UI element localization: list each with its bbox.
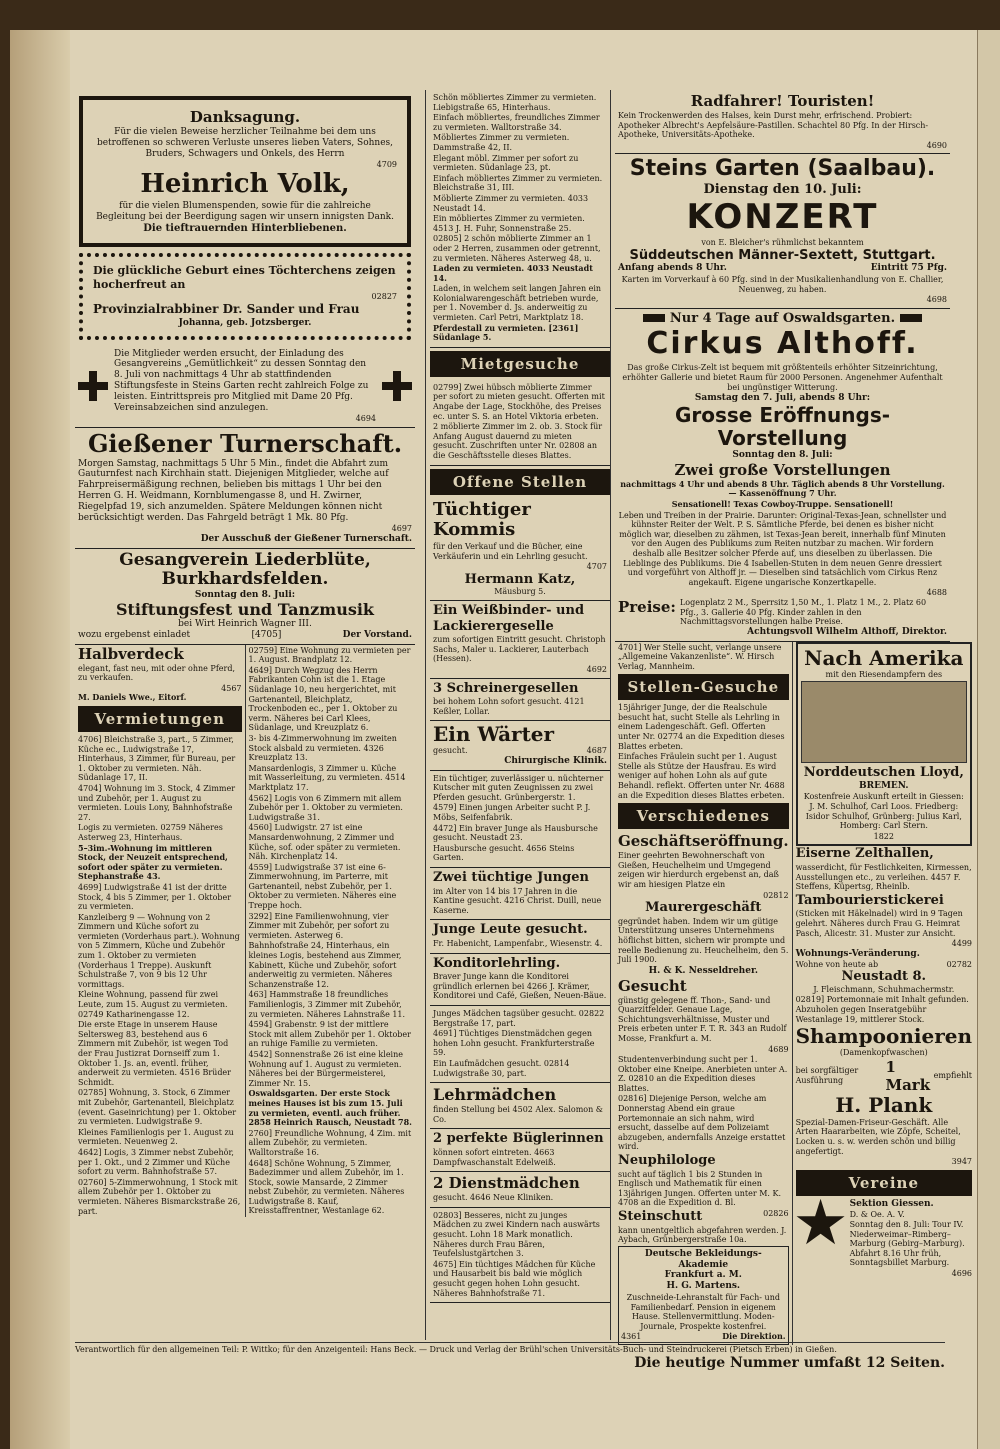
schutt-title: Steinschutt — [618, 1209, 703, 1225]
iron-cross-icon — [382, 371, 412, 401]
dank-title: Danksagung. — [189, 108, 301, 126]
verm-left-col — [75, 645, 245, 1217]
shamp-text: bei sorgfältiger Ausführung — [795, 1066, 859, 1085]
list-item: Ein möbliertes Zimmer zu vermieten. 4513 J. H. Fuhr, Sonnenstraße 25. — [433, 214, 585, 233]
dank-ad — [79, 96, 411, 247]
bueg-text: können sofort eintreten. 4663 Dampfwaschanstalt Edelweiß. — [433, 1148, 556, 1167]
col3-lower-right — [792, 642, 975, 1345]
book-spine — [10, 30, 70, 1449]
imprint — [75, 1342, 945, 1371]
list-item: 2760] Freundliche Wohnung, 4 Zim. mit allem Zubehör, zu vermieten. Walltorstraße 16. — [248, 1128, 412, 1157]
weiss-ad — [430, 601, 610, 679]
list-item: 02760] 5-Zimmerwohnung, 1 Stock mit allem Zubehör per 1. Oktober zu vermieten. Näheres Bismarckstraße 26, part. — [78, 1177, 241, 1216]
kond-title: Konditorlehrling. — [433, 955, 561, 971]
shamp-rec: empfiehlt — [933, 1070, 973, 1080]
list-item: 4562] Logis von 6 Zimmern mit allem Zubehör per 1. Oktober zu vermieten. Ludwigstraße 31. — [248, 793, 403, 822]
schrein-ad — [430, 679, 610, 722]
eroeff-num: 02812 — [763, 890, 789, 900]
waerter-ad — [430, 721, 610, 770]
list-item: 4699] Ludwigstraße 41 ist der dritte Stock, 4 bis 5 Zimmer, per 1. Oktober zu vermieten. — [78, 882, 232, 912]
lloyd-2: mit den Riesendampfern des — [825, 669, 943, 679]
gesucht-num: 4689 — [768, 1044, 789, 1054]
schutt-num: 02826 — [763, 1209, 789, 1219]
shamp-name: H. Plank — [835, 1092, 933, 1117]
cirkus-ad — [615, 309, 950, 642]
geburt-line3: Johanna, geb. Jotzsberger. — [178, 317, 312, 328]
column-2 — [425, 90, 610, 1340]
misc-stellen-list — [430, 771, 610, 868]
stein-num: 4698 — [926, 295, 947, 305]
iron-cross-icon — [78, 371, 108, 401]
list-item: Kleine Wohnung, passend für zwei Leute, zum 15. August zu vermieten. 02749 Katharinengasse 12. — [78, 990, 228, 1019]
pointing-hand-icon — [900, 314, 922, 322]
list-item: 2 möblierte Zimmer im 2. ob. 3. Stock für Anfang August dauernd zu mieten gesucht. Zuschriften unter Nr. 02808 an die Geschäftsstelle dieses Blattes. — [433, 422, 603, 460]
cirk-text: Das große Cirkus-Zelt ist bequem mit größtenteils erhöhter Sitzeinrichtung, erhöhter Gallerie und bietet Raum für 2000 Personen. Angenehmer Aufenthalt bei ungünstiger Witterung. — [622, 363, 943, 392]
imprint-text: Verantwortlich für den allgemeinen Teil: P. Wittko; für den Anzeigenteil: Hans Beck. — Druck und Verlag der Brühl'schen Universitäts-Buch- und Steindruckerei (Pietsch Erben) in Gießen. — [75, 1345, 837, 1354]
bekl-title: Deutsche Bekleidungs-Akademie — [644, 1248, 762, 1270]
list-item: Die erste Etage in unserem Hause Seltersweg 83, bestehend aus 6 Zimmern mit Zubehör, ist wegen Tod der Frau Justizrat Dornseiff zum 1. Oktober 1. Js. an, eventl. früher, anderweit zu vermieten. 4516 Brüder Schmidt. — [78, 1020, 231, 1087]
edelweiss-icon — [796, 1199, 846, 1249]
lloyd-3: Norddeutschen Lloyd, — [803, 765, 964, 781]
bekl-sign: Die Direktion. — [722, 1331, 786, 1342]
dav-text: Sonntag den 8. Juli: Tour IV. Niederweimar–Rimberg–Marburg (Gebirg–Marburg). Abfahrt 8.16 Uhr früh, Sonntagsbillet Marburg. — [849, 1220, 965, 1268]
list-item: 4691] Tüchtiges Dienstmädchen gegen hohen Lohn gesucht. Frankfurterstraße 59. — [433, 1029, 595, 1058]
cirk-preise-label: Preise: — [618, 597, 676, 616]
kommis-text: für den Verkauf und die Bücher, eine Verkäuferin und ein Lehrling gesucht. — [433, 541, 588, 561]
schutt-text: kann unentgeltlich abgefahren werden. J. Aybach, Grünbergerstraße 10a. — [618, 1225, 787, 1245]
jungen-ad — [430, 868, 610, 920]
list-item: Schön möbliertes Zimmer zu vermieten. Liebigstraße 65, Hinterhaus. — [433, 93, 597, 112]
list-item: Hausbursche gesucht. 4656 Steins Garten. — [433, 843, 575, 863]
eroeff-business: Maurergeschäft — [645, 900, 762, 916]
tamb-text: (Sticken mit Häkelnadel) wird in 9 Tagen gelehrt. Näheres durch Frau G. Heimrat Pasch, Alicestr. 31. Muster zur Ansicht. — [795, 909, 963, 938]
jungen-text: im Alter von 14 bis 17 Jahren in die Kantine gesucht. 4216 Christ. Duill, neue Kaserne. — [433, 886, 602, 915]
list-item: 4579] Einen jungen Arbeiter sucht P. J. Möbs, Seifenfabrik. — [433, 803, 591, 823]
gesang-ad — [75, 549, 415, 645]
list-item: 02805] 2 schön möblierte Zimmer an 1 oder 2 Herren, zusammen oder getrennt, zu vermieten. Näheres Asterweg 48, u. — [433, 234, 601, 263]
lehr-text: finden Stellung bei 4502 Alex. Salomon & Co. — [433, 1105, 603, 1124]
junge-title: Junge Leute gesucht. — [433, 922, 588, 938]
list-item: Einfach möbliertes, freundliches Zimmer zu vermieten. Walltorstraße 34. — [433, 113, 600, 132]
maedchen-list — [430, 1006, 610, 1083]
stein-karten: Karten im Vorverkauf à 60 Pfg. sind in der Musikalienhandlung von E. Challier, Neuenweg, zu haben. — [621, 275, 944, 294]
halb-sign: M. Daniels Wwe., Eitorf. — [78, 692, 187, 703]
gesucht-title: Gesucht — [618, 976, 687, 995]
zimmer-list — [430, 90, 610, 348]
junge-text: Fr. Habenicht, Lampenfabr., Wiesenstr. 4. — [433, 938, 603, 948]
neu-text: sucht auf täglich 1 bis 2 Stunden in Englisch und Mathematik für einen 13jährigen Jungen. Offerten unter M. K. 4708 an die Expedition d. Bl. — [618, 1169, 781, 1208]
dienst-ad — [430, 1172, 610, 1208]
cirk-num: 4688 — [926, 588, 947, 598]
lloyd-5: Kostenfreie Auskunft erteilt in Giessen: J. M. Schulhof, Carl Loos. Friedberg: Isidor Schulhof, Grünberg: Julius Karl, Homberg: Carl Stern. — [803, 792, 964, 831]
stein-group: Süddeutschen Männer-Sextett, Stuttgart. — [629, 247, 936, 263]
verm-left-list — [78, 735, 242, 1216]
gesang-date: Sonntag den 8. Juli: — [194, 589, 296, 600]
col3-lower — [615, 642, 973, 1345]
dank-num: 4709 — [376, 160, 397, 170]
turn-num: 4697 — [391, 524, 412, 534]
wohn-num: 02782 — [946, 959, 973, 969]
halb-title: Halbverdeck — [78, 644, 184, 663]
list-item: Laden zu vermieten. 4033 Neustadt 14. — [433, 263, 593, 283]
list-item: Elegant möbl. Zimmer per sofort zu vermieten. Südanlage 23, pt. — [433, 153, 579, 173]
kond-ad — [430, 954, 610, 1006]
zelt-title: Eiserne Zelthallen, — [795, 846, 934, 862]
turn-sign: Der Ausschuß der Gießener Turnerschaft. — [200, 533, 412, 544]
bueg-ad — [430, 1129, 610, 1172]
verm-section — [75, 645, 415, 1217]
stein-price: Eintritt 75 Pfg. — [870, 263, 947, 274]
gesang-sub: Stiftungsfest und Tanzmusik — [115, 599, 374, 619]
kommis-num: 4707 — [586, 562, 607, 572]
list-item: Einfach möbliertes Zimmer zu vermieten. Bleichstraße 31, III. — [433, 173, 603, 193]
list-item: Pferdestall zu vermieten. [2361] Südanlage 5. — [433, 322, 579, 343]
newspaper-page — [10, 30, 1000, 1449]
eroeff-text: Einer geehrten Bewohnerschaft von Gießen, Heuchelheim und Umgegend zeigen wir hierdurch ergebenst an, daß wir am hiesigen Platze ein — [618, 851, 779, 889]
list-item: Laden, in welchem seit langen Jahren ein Kolonialwarengeschäft betrieben wurde, per 1. November d. Js. anderweitig zu vermieten. Carl Petri, Marktplatz 18. — [433, 284, 602, 323]
cirk-sat: Samstag den 7. Juli, abends 8 Uhr: — [694, 393, 871, 404]
list-item: Oswaldsgarten. Der erste Stock meines Hauses ist bis zum 15. Juli zu vermieten, eventl. auch früher. 2858 Heinrich Rausch, Neustadt 78. — [248, 1088, 412, 1128]
rad-title: Radfahrer! Touristen! — [690, 92, 875, 110]
geburt-ad — [79, 253, 411, 339]
verein-ad — [75, 346, 415, 428]
halb-text: elegant, fast neu, mit oder ohne Pferd, zu verkaufen. — [78, 663, 235, 683]
list-item: 4642] Logis, 3 Zimmer nebst Zubehör, per 1. Okt., und 2 Zimmer und Küche sofort zu verm. Bahnhofstraße 57. — [78, 1147, 234, 1177]
lehr-ad — [430, 1083, 610, 1129]
lloyd-ad — [796, 642, 972, 847]
weiss-num: 4692 — [586, 664, 607, 674]
list-item: Ein tüchtiger, zuverlässiger u. nüchterner Kutscher mit guten Zeugnissen zu zwei Pferden gesucht. Grünbergerstr. 1. — [433, 773, 604, 802]
list-item: Junges Mädchen tagsüber gesucht. 02822 Bergstraße 17, part. — [433, 1008, 605, 1028]
eroeff-sign: H. & K. Nesseldreher. — [648, 965, 758, 976]
list-item: 4542] Sonnenstraße 26 ist eine kleine Wohnung auf 1. August zu vermieten. Näheres bei der Bürgermeisterei, Zimmer Nr. 15. — [248, 1049, 403, 1088]
waerter-sign: Chirurgische Klinik. — [504, 755, 607, 766]
list-item: 4649] Durch Wegzug des Herrn Fabrikanten Cohn ist die 1. Etage Südanlage 10, neu hergerichtet, mit Gartenanteil, Bleichplatz, Trockenboden ec., per 1. Oktober zu verm. Näheres bei Carl Klees, Südanlage, und Kreuzplatz 6. — [248, 665, 398, 733]
geburt-line1: Die glückliche Geburt eines Töchterchens zeigen hocherfreut an — [93, 264, 396, 291]
bekl-text: Zuschneide-Lehranstalt für Fach- und Familienbedarf. Pension in eigenem Hause. Stellenvermittlung. Moden-Journale, Prospekte kostenfrei. — [626, 1292, 780, 1331]
list-item: 02759] Eine Wohnung zu vermieten per 1. August. Brandplatz 12. — [248, 645, 411, 665]
list-item: 02799] Zwei hübsch möblierte Zimmer per sofort zu mieten gesucht. Offerten mit Angabe der Lage, Stockhöhe, des Preises ec. unter S. S. an Hotel Viktoria erbeten. — [433, 382, 605, 421]
stein-ad — [615, 154, 950, 308]
list-item: 15jähriger Junge, der die Realschule besucht hat, sucht Stelle als Lehrling in einem Ladengeschäft. Gefl. Offerten unter Nr. 02774 an die Expedition dieses Blattes erbeten. — [618, 703, 785, 751]
bekl-num: 4361 — [621, 1332, 642, 1342]
shamp-sub: (Damenkopfwaschen) — [839, 1048, 928, 1058]
weiss-title: Ein Weißbinder- und Lackierergeselle — [433, 602, 585, 634]
dav-sub: D. & Oe. A. V. — [849, 1209, 905, 1219]
end-list — [430, 1208, 610, 1303]
list-item: 02803] Besseres, nicht zu junges Mädchen zu zwei Kindern nach auswärts gesucht. Lohn 18 Mark monatlich. Näheres durch Frau Bären, Teufelslustgärtchen 3. — [433, 1210, 600, 1259]
kommis-title: Tüchtiger Kommis — [433, 498, 531, 541]
pointing-hand-icon — [643, 314, 665, 322]
tamb-title: Tambourierstickerei — [795, 892, 944, 908]
rad-ad — [615, 90, 950, 154]
list-item: 4648] Schöne Wohnung, 5 Zimmer, Badezimmer und allem Zubehör, im 1. Stock, sowie Mansarde, 2 Zimmer nebst Zubehör, zu vermieten. Näheres Ludwigstraße 8. Kauf, Kreisstaffrentner, Westanlage 62. — [248, 1158, 405, 1216]
wohn-text: Wohne von heute ab — [795, 959, 879, 969]
verm-title: Vermietungen — [78, 706, 242, 732]
wohn-sign: J. Fleischmann, Schuhmachermstr. — [813, 984, 955, 994]
schrein-text: bei hohem Lohn sofort gesucht. 4121 Keßler, Lollar. — [433, 697, 585, 716]
list-item: Bahnhofstraße 24, Hinterhaus, ein kleines Logis, bestehend aus Zimmer, Kabinett, Küche und Zubehör, sofort anderweitig zu vermieten. Näheres Schanzenstraße 12. — [248, 941, 402, 989]
tamb-num: 4499 — [951, 939, 973, 949]
bueg-title: 2 perfekte Büglerinnen — [433, 1131, 604, 1147]
rad-text: Kein Trockenwerden des Halses, kein Durst mehr, erfrischend. Probiert: Apotheker Albrecht's Aepfelsäure-Pastillen. Schachtel 80 Pfg. In der Hirsch-Apotheke, Universitäts-Apotheke. — [618, 111, 929, 140]
verein-num: 4694 — [355, 414, 376, 424]
list-item: Kleines Familienlogis per 1. August zu vermieten. Neuenweg 2. — [78, 1127, 234, 1147]
column-1 — [75, 90, 415, 1340]
stein-title: Steins Garten (Saalbau). — [629, 156, 936, 182]
junge-ad — [430, 920, 610, 953]
bekl-city: Frankfurt a. M. — [664, 1270, 742, 1281]
list-item: 3- bis 4-Zimmerwohnung im zweiten Stock alsbald zu vermieten. 4326 Kreuzplatz 13. — [248, 733, 397, 763]
cirk-grosse: Grosse Eröffnungs-Vorstellung — [674, 403, 891, 450]
rad-num: 4690 — [926, 140, 947, 150]
list-item: Möblierte Zimmer zu vermieten. 4033 Neustadt 14. — [433, 193, 589, 213]
kommis-sign: Hermann Katz, — [464, 571, 576, 587]
cirk-times: nachmittags 4 Uhr und abends 8 Uhr. Täglich abends 8 Uhr Vorstellung. — Kassenöffnung 7 Uhr. — [620, 478, 945, 499]
dienst-title: 2 Dienstmädchen — [433, 1174, 580, 1193]
stein-date: Dienstag den 10. Juli: — [703, 181, 862, 197]
lloyd-num: 1822 — [873, 831, 894, 841]
list-item: Einfaches Fräulein sucht per 1. August Stelle als Stütze der Hausfrau. Es wird weniger auf hohen Lohn als auf gute Behandl. reflekt. Offerten unter Nr. 4688 an die Expedition dieses Blattes erbeten. — [618, 752, 785, 800]
gesang-host: bei Wirt Heinrich Wagner III. — [178, 619, 312, 630]
lehr-title: Lehrmädchen — [433, 1085, 557, 1105]
list-item: Kanzleiberg 9 — Wohnung von 2 Zimmern und Küche sofort zu vermieten (Vorderhaus part.). Wohnung von 5 Zimmern, Küche und Zubehör zum 1. Oktober zu vermieten (Vorderhaus 1 Treppe). Auskunft Schulstraße 7, von 9 bis 12 Uhr vormittags. — [78, 912, 240, 989]
turn-text: Morgen Samstag, nachmittags 5 Uhr 5 Min., findet die Abfahrt zum Gauturnfest nach Kirchhain statt. Diejenigen Mitglieder, welche auf Fahrpreisermäßigung rechnen, belieben bis mittags 1 Uhr bei den Herren G. H. Weidmann, Kornblumengasse 8, und H. Zwirner, Riegelpfad 19, sich anzumelden. Spätere Meldungen können nicht berücksichtigt werden. Das Fahrgeld beträgt 1 Mk. 80 Pfg. — [78, 458, 389, 523]
kommis-ad — [430, 498, 610, 601]
stein-start: Anfang abends 8 Uhr. — [618, 263, 727, 274]
weiss-text: zum sofortigen Eintritt gesucht. Christoph Sachs, Maler u. Lackierer, Lauterbach (Hessen). — [433, 635, 606, 664]
cirk-sens: Sensationell! Texas Cowboy-Truppe. Sensationell! — [671, 498, 894, 509]
list-item: Logis zu vermieten. 02759 Näheres Asterweg 23, Hinterhaus. — [78, 823, 223, 842]
waerter-title: Ein Wärter — [433, 722, 555, 747]
turn-ad — [75, 428, 415, 549]
dank-text: Für die vielen Beweise herzlicher Teilnahme bei dem uns betroffenen so schweren Verluste unseres lieben Vaters, Sohnes, Bruders, Schwagers und Onkels, des Herrn — [96, 127, 394, 159]
cirk-preise: Logenplatz 2 M., Sperrsitz 1,50 M., 1. Platz 1 M., 2. Platz 60 Pfg., 3. Gallerie 40 Pfg. Kinder zahlen in den Nachmittagsvorstellungen halbe Preise. — [679, 597, 927, 627]
wohn-addr: Neustadt 8. — [841, 969, 927, 985]
zelt-text: wasserdicht, für Festlichkeiten, Kirmessen, Ausstellungen etc., zu verleihen. 4457 F. Steffens, Küpertsg, Rheinlb. — [795, 863, 972, 892]
stein-konzert: KONZERT — [686, 197, 879, 238]
shamp-text2: Spezial-Damen-Friseur-Geschäft. Alle Arten Haararbeiten, wie Zöpfe, Scheitel, Locken u. s. w. werden schön und billig angefertigt. — [795, 1117, 961, 1156]
vereine-title: Vereine — [796, 1170, 972, 1196]
miet-list — [430, 380, 610, 466]
cirk-detail: Leben und Treiben in der Prairie. Darunter: Original-Texas-Jean, schnellster und kühnster Reiter der Welt. P. S. Sämtliche Pferde, bei denen es bisher nicht möglich war, dieselben zu zähmen, ist Texas-Jean bereit, innerhalb fünf Minuten vor den Augen des Publikums zum Reiten nutzbar zu machen. Wir fordern deshalb alle Besitzer solcher Pferde auf, uns dieselben zu überlassen. Die Lieblinge des Publikums. Die 4 Isabellen-Stuten in dem neuen Genre dressiert und vorgeführt von Althoff jr. — Dieselben sind tatsächlich vom Cirkus Renz angekauft. Eigene ungarische Konzertkapelle. — [618, 510, 947, 587]
list-item: 4594] Grabenstr. 9 ist der mittlere Stock mit allem Zubehör per 1. Oktober an ruhige Familie zu vermieten. — [248, 1020, 411, 1049]
shamp-price: 1 Mark — [885, 1057, 931, 1094]
list-item: 02785] Wohnung, 3. Stock, 6 Zimmer mit Zubehör, Gartenanteil, Bleichplatz (event. Gaseinrichtung) per 1. Oktober zu vermieten. Ludwigstraße 9. — [78, 1088, 237, 1127]
shamp-title: Shampoonieren — [795, 1024, 973, 1049]
dav-num: 4696 — [951, 1269, 973, 1279]
list-item: Möbliertes Zimmer zu vermieten. Dammstraße 42, II. — [433, 133, 570, 152]
lloyd-4: BREMEN. — [859, 780, 909, 791]
steamship-image — [801, 681, 967, 763]
column-3 — [610, 90, 973, 1342]
cirk-title: Cirkus Althoff. — [646, 326, 919, 362]
verein-text: Die Mitglieder werden ersucht, der Einladung des Gesangvereins „Gemütlichkeit“ zu dessen Sonntag den 8. Juli von nachmittags 4 Uhr ab stattfindenden Stiftungsfeste in Steins Garten recht zahlreich Folge zu leisten. Eintrittspreis pro Mitglied mit Dame 20 Pfg. Vereinsabzeichen sind anzulegen. — [114, 348, 369, 413]
miet-title: Mietgesuche — [430, 351, 610, 377]
gesuche-title: Stellen-Gesuche — [618, 674, 789, 700]
verm-right-col — [245, 645, 416, 1217]
gesang-num: [4705] — [251, 629, 282, 640]
dank-sign: Die tieftrauernden Hinterbliebenen. — [143, 223, 347, 235]
lloyd-1: Nach Amerika — [804, 645, 964, 670]
stud-num: 02816] Diejenige Person, welche am Donnerstag Abend ein graue Portemonnaie an sich nahm, wird ersucht, dasselbe auf dem Polizeiamt abzugeben, andernfalls Anzeige erstattet wird. — [618, 1094, 786, 1152]
gesang-foot: wozu ergebenst einladet — [78, 629, 191, 640]
list-item: Ein Laufmädchen gesucht. 02814 Ludwigstraße 30, part. — [433, 1058, 570, 1078]
gesucht-text: günstig gelegene ff. Thon-, Sand- und Quarzitfelder. Genaue Lage, Schichtungsverhältnisse, Muster und Preis erbeten unter F. T. R. 343 an Rudolf Mosse, Frankfurt a. M. — [618, 995, 787, 1043]
wohn-title: Wohnungs-Veränderung. — [795, 948, 920, 959]
page-count: Die heutige Nummer umfaßt 12 Seiten. — [634, 1355, 945, 1371]
list-item: 3292] Eine Familienwohnung, vier Zimmer mit Zubehör, per sofort zu vermieten. Asterweg 6. — [248, 911, 390, 940]
col3-lower-left — [615, 642, 792, 1345]
waerter-text: gesucht. — [433, 746, 468, 756]
stud-text: Studentenverbindung sucht per 1. Oktober eine Kneipe. Anerbieten unter A. Z. 02810 an die Expedition dieses Blattes. — [618, 1055, 788, 1093]
next-page-edge — [977, 30, 1000, 1449]
bekl-ad — [618, 1246, 789, 1345]
versch-title: Verschiedenes — [618, 803, 789, 829]
list-item: 4559] Ludwigstraße 37 ist eine 6-Zimmerwohnung, im Parterre, mit Gartenanteil, nebst Zubehör, per 1. Oktober zu vermieten. Näheres eine Treppe hoch. — [248, 862, 397, 911]
stellen-title: Offene Stellen — [430, 469, 610, 495]
cirk-sign: Achtungsvoll Wilhelm Althoff, Direktor. — [747, 626, 947, 637]
geburt-num: 02827 — [371, 291, 397, 301]
schrein-title: 3 Schreinergesellen — [433, 680, 579, 696]
dank-text2: für die vielen Blumenspenden, sowie für die zahlreiche Begleitung bei der Beerdigung sagen wir unsern innigsten Dank. — [96, 200, 394, 222]
cirk-zwei: Zwei große Vorstellungen — [674, 460, 891, 479]
kommis-addr: Mäusburg 5. — [494, 587, 546, 597]
eroeff-title: Geschäftseröffnung. — [618, 832, 789, 851]
list-item: 4472] Ein braver Junge als Hausbursche gesucht. Neustadt 23. — [433, 823, 598, 843]
neu-title: Neuphilologe — [618, 1153, 716, 1169]
porte-text: 02819] Portemonnaie mit Inhalt gefunden. Abzuholen gegen Inseratgebühr Westanlage 19, mittlerer Stock. — [795, 995, 969, 1024]
dav-title: Sektion Giessen. — [849, 1198, 934, 1209]
list-item: 4704] Wohnung im 3. Stock, 4 Zimmer und Zubehör, per 1. August zu vermieten. Louis Lony, Bahnhofstraße 27. — [78, 783, 236, 822]
list-item: Mansardenlogis, 3 Zimmer u. Küche mit Wasserleitung, zu vermieten. 4514 Marktplatz 17. — [248, 763, 406, 792]
dienst-text: gesucht. 4646 Neue Kliniken. — [433, 1193, 554, 1203]
geburt-line2: Provinzialrabbiner Dr. Sander und Frau — [93, 302, 360, 317]
verlag-text: 4701] Wer Stelle sucht, verlange unsere „Allgemeine Vakanzenliste“. W. Hirsch Verlag, Mannheim. — [618, 642, 782, 671]
list-item: 5–3im.-Wohnung im mittleren Stock, der Neuzeit entsprechend, sofort oder später zu vermieten. Stephanstraße 43. — [78, 842, 228, 882]
bekl-name: H. G. Martens. — [666, 1281, 741, 1292]
dav-ad — [796, 1199, 972, 1279]
turn-title: Gießener Turnerschaft. — [87, 429, 403, 458]
list-item: 463] Hammstraße 18 freundliches Familienlogis, 3 Zimmer mit Zubehör, zu vermieten. Näheres Lahnstraße 11. — [248, 990, 406, 1019]
list-item: 4706] Bleichstraße 3, part., 5 Zimmer, Küche ec., Ludwigstraße 17, Hinterhaus, 3 Zimmer, für Bureau, per 1. Oktober zu vermieten. Näh. Südanlage 17, II. — [78, 735, 236, 783]
gesang-title: Gesangverein Liederblüte, Burkhardsfelden. — [119, 549, 371, 590]
stein-by: von E. Bleicher's rühmlichst bekanntem — [701, 238, 864, 248]
list-item: 4675] Ein tüchtiges Mädchen für Küche und Hausarbeit bis bald wie möglich gesucht gegen hohen Lohn gesucht. Näheres Bahnhofstraße 71. — [433, 1259, 596, 1298]
cirk-sun: Sonntag den 8. Juli: — [732, 450, 833, 460]
kond-text: Braver Junge kann die Konditorei gründlich erlernen bei 4266 J. Krämer, Konditorei und Café, Gießen, Neuen-Bäue. — [433, 972, 607, 1001]
halb-num: 4567 — [221, 683, 242, 693]
eroeff-text2: gegründet haben. Indem wir um gütige Unterstützung unseres Unternehmens höflichst bitten, sichern wir prompte und reelle Bedienung zu. Heuchelheim, den 5. Juli 1900. — [618, 916, 789, 965]
gesang-sign: Der Vorstand. — [342, 629, 412, 640]
list-item: 4560] Ludwigstr. 27 ist eine Mansardenwohnung, 2 Zimmer und Küche, sof. oder später zu vermieten. Näh. Kirchenplatz 14. — [248, 823, 401, 862]
cirk-top: Nur 4 Tage auf Oswaldsgarten. — [669, 310, 896, 326]
shamp-num: 3947 — [951, 1157, 973, 1167]
jungen-title: Zwei tüchtige Jungen — [433, 870, 589, 886]
dank-name: Heinrich Volk, — [140, 168, 350, 199]
waerter-num: 4687 — [586, 746, 607, 756]
